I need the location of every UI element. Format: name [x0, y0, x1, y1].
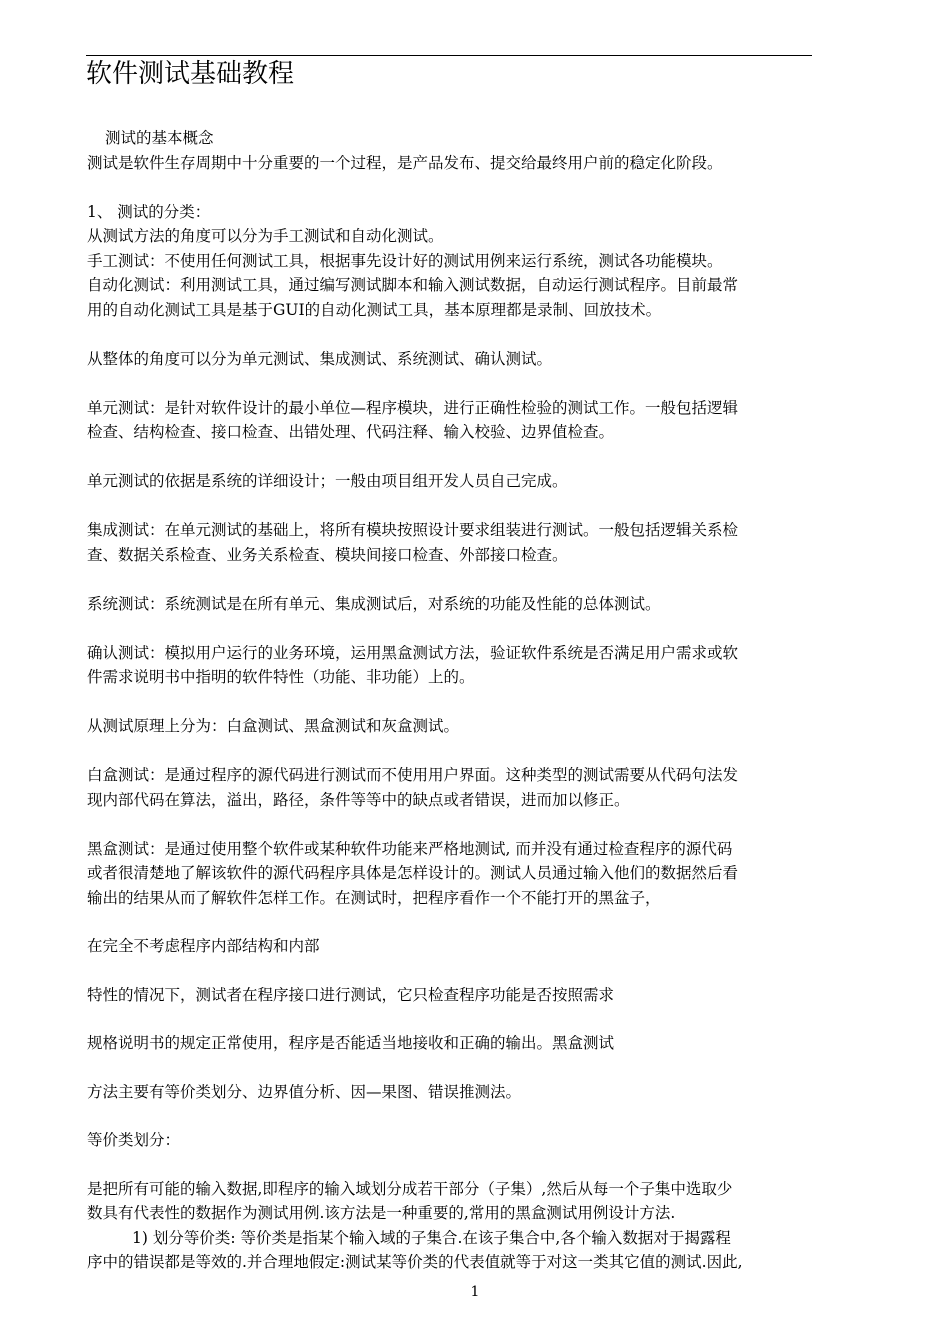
paragraph-line: 件需求说明书中指明的软件特性（功能、非功能）上的。 [87, 668, 475, 686]
paragraph-line: 特性的情况下，测试者在程序接口进行测试，它只检查程序功能是否按照需求 [87, 985, 615, 1004]
paragraph-line: 查、数据关系检查、业务关系检查、模块间接口检查、外部接口检查。 [87, 545, 568, 564]
list-item-line: 1) 划分等价类: 等价类是指某个输入域的子集合.在该子集合中,各个输入数据对于揭露程 [132, 1228, 731, 1247]
paragraph-line: 输出的结果从而了解软件怎样工作。在测试时，把程序看作一个不能打开的黑盆子， [87, 888, 661, 907]
section-heading-basic-concepts: 测试的基本概念 [105, 129, 214, 147]
paragraph-line: 数具有代表性的数据作为测试用例.该方法是一种重要的,常用的黑盒测试用例设计方法. [87, 1204, 676, 1222]
header-rule [86, 55, 812, 56]
paragraph-line: 从测试原理上分为：白盒测试、黑盒测试和灰盒测试。 [87, 717, 460, 735]
paragraph-line: 单元测试的依据是系统的详细设计；一般由项目组开发人员自己完成。 [87, 472, 568, 490]
paragraph-line: 方法主要有等价类划分、边界值分析、因—果图、错误推测法。 [87, 1082, 522, 1101]
paragraph-line: 手工测试：不使用任何测试工具，根据事先设计好的测试用例来运行系统，测试各功能模块。 [87, 251, 723, 270]
paragraph-line: 在完全不考虑程序内部结构和内部 [87, 937, 320, 955]
paragraph-line: 或者很清楚地了解该软件的源代码程序具体是怎样设计的。测试人员通过输入他们的数据然后看 [87, 864, 739, 882]
paragraph-line: 是把所有可能的输入数据,即程序的输入域划分成若干部分（子集）,然后从每一个子集中选取少 [87, 1179, 733, 1198]
paragraph-line: 序中的错误都是等效的.并合理地假定:测试某等价类的代表值就等于对这一类其它值的测试.因此, [87, 1253, 743, 1271]
document-title: 软件测试基础教程 [86, 59, 295, 89]
document-body [87, 126, 899, 1275]
paragraph-line: 系统测试：系统测试是在所有单元、集成测试后，对系统的功能及性能的总体测试。 [87, 594, 661, 613]
paragraph-line: 集成测试：在单元测试的基础上，将所有模块按照设计要求组装进行测试。一般包括逻辑关系检 [87, 521, 739, 539]
section-heading-classification: 1、 测试的分类： [87, 202, 211, 221]
paragraph-line: 规格说明书的规定正常使用，程序是否能适当地接收和正确的输出。黑盒测试 [87, 1034, 615, 1052]
paragraph-line: 从整体的角度可以分为单元测试、集成测试、系统测试、确认测试。 [87, 349, 553, 368]
paragraph-line: 用的自动化测试工具是基于GUI的自动化测试工具，基本原理都是录制、回放技术。 [87, 300, 662, 319]
paragraph-line: 确认测试：模拟用户运行的业务环境，运用黑盒测试方法，验证软件系统是否满足用户需求或软 [87, 643, 739, 662]
paragraph-line: 测试是软件生存周期中十分重要的一个过程，是产品发布、提交给最终用户前的稳定化阶段。 [87, 153, 723, 172]
paragraph-line: 自动化测试：利用测试工具，通过编写测试脚本和输入测试数据，自动运行测试程序。目前最常 [87, 276, 739, 294]
paragraph-line: 从测试方法的角度可以分为手工测试和自动化测试。 [87, 227, 444, 245]
paragraph-line: 白盒测试：是通过程序的源代码进行测试而不使用用户界面。这种类型的测试需要从代码句法发 [87, 766, 739, 784]
paragraph-line: 现内部代码在算法，溢出，路径，条件等等中的缺点或者错误，进而加以修正。 [87, 790, 630, 809]
paragraph-line: 检查、结构检查、接口检查、出错处理、代码注释、输入校验、边界值检查。 [87, 423, 615, 441]
paragraph-line: 单元测试：是针对软件设计的最小单位—程序模块，进行正确性检验的测试工作。一般包括逻辑 [87, 398, 739, 417]
paragraph-line: 黑盒测试：是通过使用整个软件或某种软件功能来严格地测试, 而并没有通过检查程序的源代码 [87, 839, 733, 858]
page-number: 1 [470, 1284, 480, 1300]
section-heading-equivalence-partitioning: 等价类划分： [87, 1131, 181, 1149]
